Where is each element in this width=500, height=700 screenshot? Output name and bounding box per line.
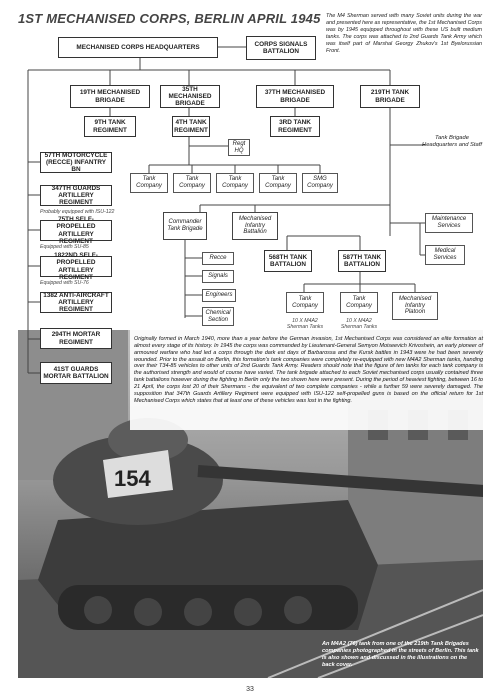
brigade-box: 35TH MECHANISED BRIGADE xyxy=(160,85,220,108)
left-unit-note: Equipped with SU-76 xyxy=(40,280,89,286)
bn-company-box: Mechanised Infantry Platoon xyxy=(392,292,438,320)
sherman-note: 10 X M4A2 Sherman Tanks xyxy=(340,318,378,330)
left-unit-box: 1822ND SELF-PROPELLED ARTILLERY REGIMENT xyxy=(40,256,112,277)
maintenance-box: Maintenance Services xyxy=(425,213,473,233)
support-box: Chemical Section xyxy=(202,307,234,326)
commander-box: Commander Tank Brigade xyxy=(163,212,207,240)
intro-text: The M4 Sherman served with many Soviet units during the war and presented here as representative, the 1st Mechanised Corps was by 1945 equipped throughout with these US built medium tanks. The corps was attached to 2nd Guards Tank Army which was itself part of Marshal Georgy Zhukov's 1st Byelorussian Front. xyxy=(326,13,482,54)
company-box: Tank Company xyxy=(173,173,211,193)
left-unit-box: 57TH MOTORCYCLE (RECCE) INFANTRY BN xyxy=(40,152,112,173)
company-box: Tank Company xyxy=(216,173,254,193)
company-box: Tank Company xyxy=(130,173,168,193)
tank-battalion-box: 568TH TANK BATTALION xyxy=(264,250,312,272)
regt-hq-box: Regt HQ xyxy=(228,139,250,156)
tank-brigade-hq-text: Tank Brigade Headquarters and Staff xyxy=(422,135,482,148)
left-unit-note: Equipped with SU-85 xyxy=(40,244,89,250)
left-unit-box: 347TH GUARDS ARTILLERY REGIMENT xyxy=(40,185,112,206)
medical-box: Medical Services xyxy=(425,245,465,265)
corps-hq-box: MECHANISED CORPS HEADQUARTERS xyxy=(58,37,218,58)
brigade-box: 19TH MECHANISED BRIGADE xyxy=(70,85,150,108)
turret-number: 154 xyxy=(114,466,151,491)
company-box: Tank Company xyxy=(259,173,297,193)
regiment-box: 4TH TANK REGIMENT xyxy=(172,116,210,137)
support-box: Engineers xyxy=(202,289,236,302)
mech-infantry-battalion-box: Mechanised Infantry Battalion xyxy=(232,212,278,240)
brigade-box: 219TH TANK BRIGADE xyxy=(360,85,420,108)
page-title: 1ST MECHANISED CORPS, BERLIN APRIL 1945 xyxy=(18,11,321,26)
left-unit-box: 1382 ANTI-AIRCRAFT ARTILLERY REGIMENT xyxy=(40,292,112,313)
left-unit-box: 41ST GUARDS MORTAR BATTALION xyxy=(40,362,112,384)
support-box: Signals xyxy=(202,270,234,283)
company-box: SMG Company xyxy=(302,173,338,193)
photo-caption: An M4A2 (76) tank from one of the 219th Tank Brigades companies photographed in the streets of Berlin. This tank is also shown and discussed in the illustrations on the back cover. xyxy=(322,641,479,668)
body-text: Originally formed in March 1940, more than a year before the German invasion, 1st Mechanised Corps was considered an elite formation at almost every stage of its history. In 1945 the corps was commanded by Lieutenant-General Semyon Moiseevich Krivoshein, an early pioneer of armoured warfare who had led a corps through the dark est days of Barbarossa and the Kursk battles in 1943 were he had been severely wounded. Prior to the assault on Berlin, this formation's tank companies were completely re-equipped with new M4A2 Sherman tanks, handing over their T34-85 vehicles to other units of 2nd Guards Tank Army. Readers should note that the figure of ten tanks for each tank company is the authorised strength and would of course have varied. The tank brigade attached to each Soviet mechanised corps usually contained three tank battalions however during the fighting in Berlin only the two shown here were present. During the period of heaviest fighting, between 16 to 21 April, the corps lost 20 of their Shermans - the equivalent of two complete companies - while a further 59 were severely damaged. The supposition that 347th Guards Artillery Regiment were equipped with ISU-122 self-propelled guns is based on the official return for 1st Mechanised Corps which states that at least one of these vehicles was lost in the fighting. xyxy=(134,336,483,404)
regiment-box: 3RD TANK REGIMENT xyxy=(270,116,320,137)
regiment-box: 9TH TANK REGIMENT xyxy=(84,116,136,137)
sherman-note: 10 X M4A2 Sherman Tanks xyxy=(286,318,324,330)
page-number: 33 xyxy=(246,686,254,693)
bn-company-box: Tank Company xyxy=(286,292,324,313)
bn-company-box: Tank Company xyxy=(340,292,378,313)
left-unit-box: 75TH SELF-PROPELLED ARTILLERY REGIMENT xyxy=(40,220,112,241)
left-unit-note: Probably equipped with ISU-122 xyxy=(40,209,115,215)
tank-battalion-box: 587TH TANK BATTALION xyxy=(338,250,386,272)
left-unit-box: 294TH MORTAR REGIMENT xyxy=(40,328,112,349)
support-box: Recce xyxy=(202,252,234,265)
signals-battalion-box: CORPS SIGNALS BATTALION xyxy=(246,36,316,60)
brigade-box: 37TH MECHANISED BRIGADE xyxy=(256,85,334,108)
